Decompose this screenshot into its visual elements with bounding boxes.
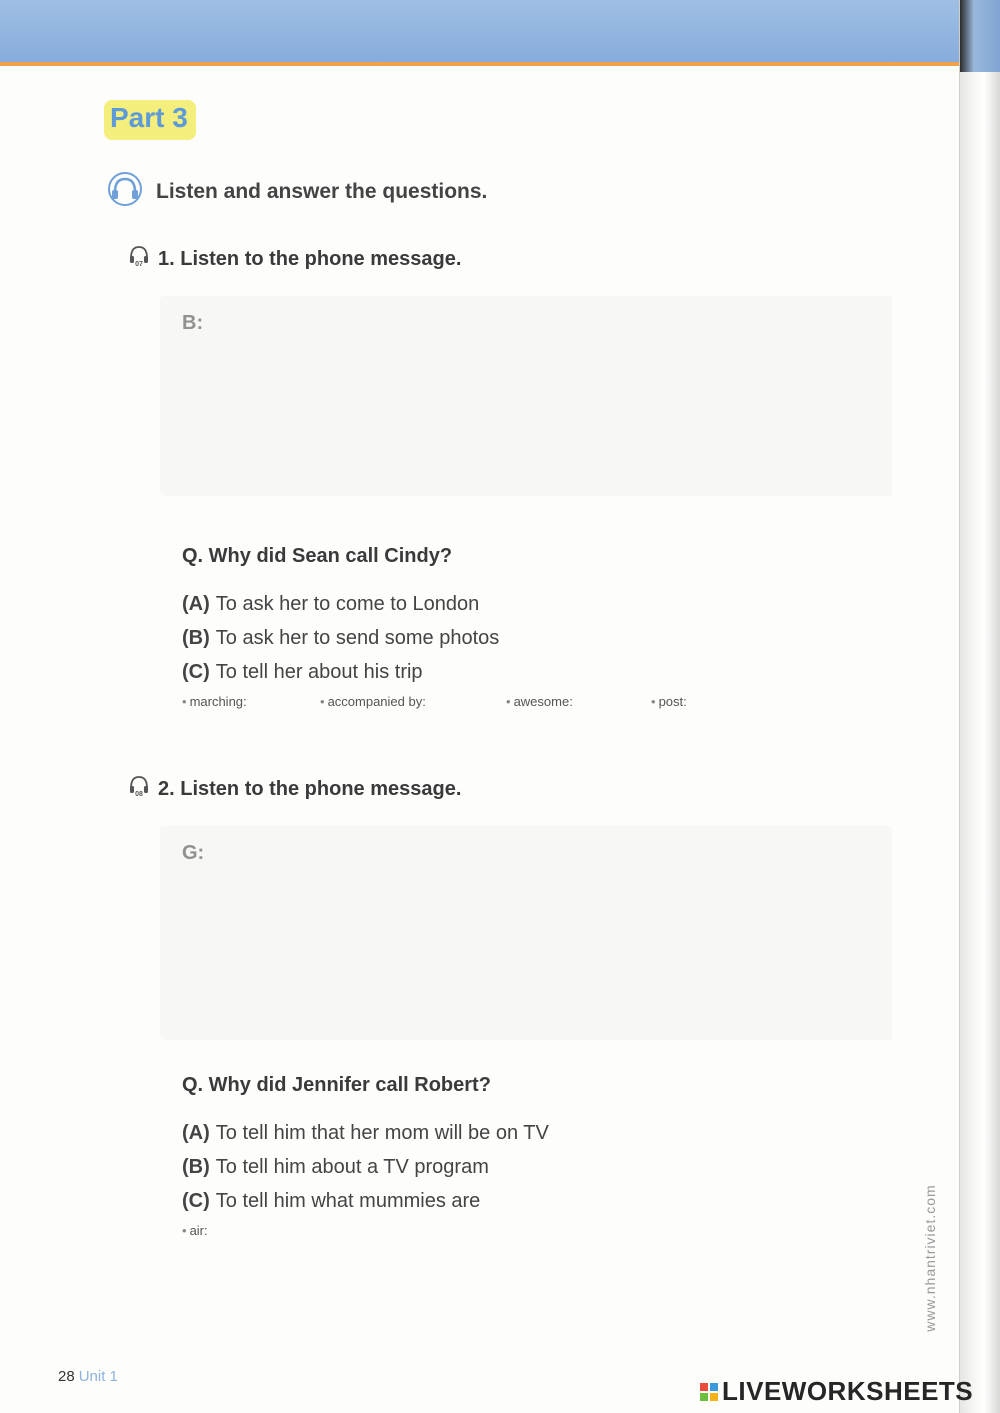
question-1-prompt: Q. Why did Sean call Cindy?: [182, 545, 453, 567]
svg-text:08: 08: [135, 791, 143, 798]
option-2b[interactable]: (B) To tell him about a TV program: [182, 1156, 489, 1178]
liveworksheets-logo[interactable]: [700, 1376, 973, 1407]
option-1b[interactable]: (B) To ask her to send some photos: [182, 627, 500, 649]
vocab-item: • accompanied by:: [320, 694, 426, 709]
question-2-prompt: Q. Why did Jennifer call Robert?: [182, 1074, 491, 1096]
logo-grid-icon: [700, 1383, 718, 1401]
brand-wordmark: LIVEWORKSHEETS: [722, 1376, 974, 1406]
audio-track-icon[interactable]: [128, 244, 150, 274]
question-1-title: 1. Listen to the phone message.: [158, 247, 462, 270]
instruction: [106, 170, 487, 213]
vocab-item: • marching:: [182, 694, 247, 709]
question-2-title: 2. Listen to the phone message.: [158, 777, 462, 800]
speaker-label-1: B:: [182, 312, 204, 334]
question-1-heading: [128, 244, 461, 274]
option-2c[interactable]: (C) To tell him what mummies are: [182, 1190, 481, 1212]
vocab-item: • awesome:: [506, 694, 573, 709]
option-1c[interactable]: (C) To tell her about his trip: [182, 661, 423, 683]
part-title: Part 3: [104, 100, 196, 140]
listening-headset-icon: [106, 170, 144, 213]
transcript-area-2[interactable]: [160, 826, 892, 1040]
option-2a[interactable]: (A) To tell him that her mom will be on TV: [182, 1122, 549, 1144]
vocab-item: • post:: [651, 694, 687, 709]
page-spine: [959, 0, 1000, 1413]
publisher-site: www.nhantriviet.com: [922, 1184, 938, 1332]
page-footer: 28 Unit 1: [58, 1368, 118, 1385]
question-2-heading: [128, 774, 461, 804]
option-1a[interactable]: (A) To ask her to come to London: [182, 593, 480, 615]
vocab-item: • air:: [182, 1223, 208, 1238]
svg-text:07: 07: [135, 261, 143, 268]
speaker-label-2: G:: [182, 842, 205, 864]
transcript-area-1[interactable]: [160, 296, 892, 496]
instruction-text: Listen and answer the questions.: [156, 179, 488, 203]
top-banner: [0, 0, 960, 66]
audio-track-icon[interactable]: [128, 774, 150, 804]
